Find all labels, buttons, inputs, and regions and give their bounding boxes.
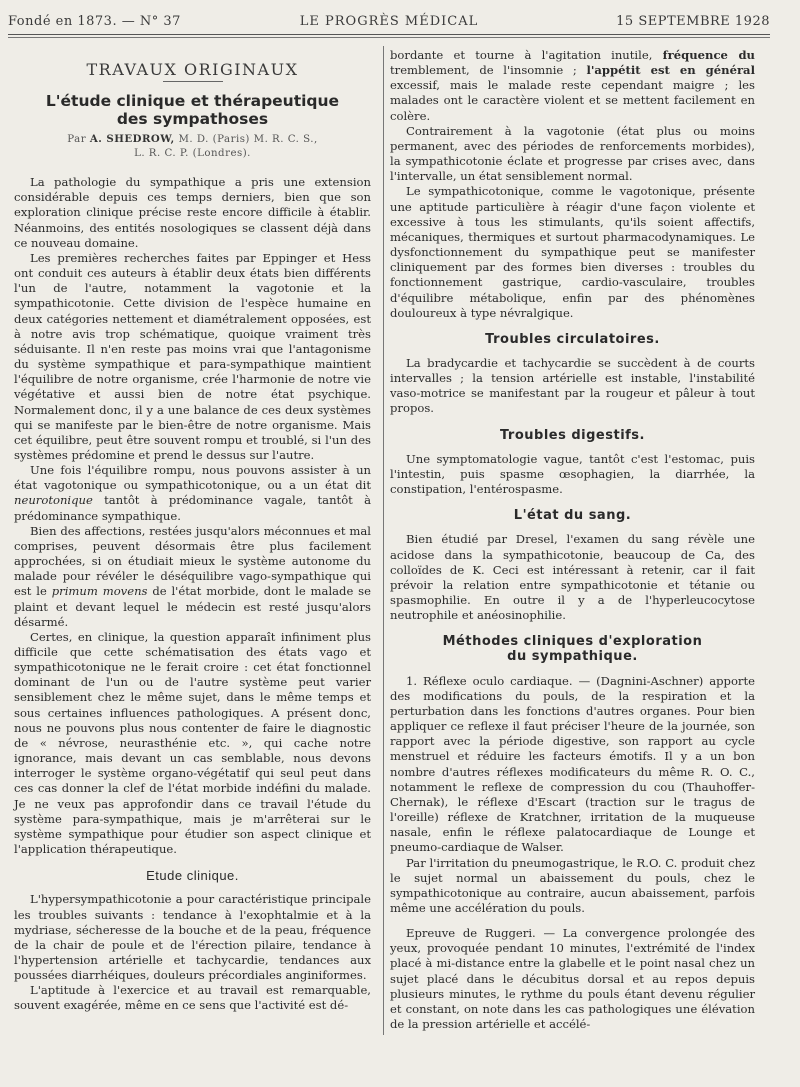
italic-term: neurotonique: [14, 493, 93, 508]
section-heading-line2: du sympathique.: [507, 649, 638, 665]
article-title: [14, 92, 371, 128]
paragraph: Une fois l'équilibre rompu, nous pouvons assister à un état vagotonique ou sympathicotonique, ou a un état dit neurotonique tantôt à prédominance vagale, tantôt à prédominance sympathique.: [14, 463, 371, 523]
paragraph: bordante et tourne à l'agitation inutile, fréquence du tremblement, de l'insomnie ; l'appétit est en général excessif, mais le malade reste cependant maigre ; les malades ont le caractère violent et se mettent facilement en colère.: [390, 48, 755, 123]
header-founding: Fondé en 1873. — N° 37: [8, 14, 181, 29]
page-header: [8, 14, 770, 30]
header-rule: [8, 34, 770, 35]
italic-term: primum movens: [51, 584, 148, 599]
article-title-line1: L'étude clinique et thérapeutique: [45, 92, 340, 111]
section-heading: Etude clinique.: [146, 868, 239, 884]
paragraph: La bradycardie et tachycardie se succèdent à de courts intervalles ; la tension artérielle est instable, l'instabilité vaso-motrice se manifestant par la rougeur et pâleur à tout propos.: [390, 355, 755, 416]
paragraph: Contrairement à la vagotonie (état plus ou moins permanent, avec des périodes de renforcements morbides), la sympathicotonie éclate et progresse par crises avec, dans l'intervalle, un état sensiblement normal.: [390, 123, 755, 184]
left-column: [14, 48, 371, 1014]
paragraph: Bien des affections, restées jusqu'alors méconnues et mal comprises, peuvent désormais être plus facilement approchées, si on étudiait mieux le système autonome du malade pour révéler le déséquilibre vago-sympathique qui est le primum movens de l'état morbide, dont le malade se plaint et devant lequel le médecin est resté jusqu'alors désarmé.: [14, 523, 371, 629]
kicker-rule: [163, 81, 223, 82]
header-rule-thin: [8, 37, 770, 38]
paragraph: L'hypersympathicotonie a pour caractéristique principale les troubles suivants : tendance à l'exophtalmie et à la mydriase, sécheresse de la bouche et de la peau, fréquence de la chair de poule et de l'érection pilaire, tendance à l'hypertension artérielle et tachycardie, tendances aux poussées diarrhéiques, douleurs précordiales anginiformes.: [14, 892, 371, 983]
section-heading: Troubles digestifs.: [499, 427, 645, 443]
paragraph: Le sympathicotonique, comme le vagotonique, présente une aptitude particulière à réagir d'une façon violente et excessive à tous les stimulants, qu'ils soient affectifs, mécaniques, thermiques et surtout pharmacodynamiques. Le dysfonctionnement du sympathique peut se manifester cliniquement par des formes bien diverses : troubles du fonctionnement gastrique, cardio-vasculaire, troubles d'équilibre métabolique, enfin par des phénomènes douloureux à type névralgique.: [390, 184, 755, 320]
paragraph: L'aptitude à l'exercice et au travail est remarquable, souvent exagérée, même en ce sens que l'activité est dé-: [14, 983, 371, 1013]
article-title-line2: des sympathoses: [116, 110, 269, 129]
italic-heading: Epreuve de Ruggeri.: [406, 926, 536, 941]
section-heading: L'état du sang.: [513, 508, 632, 524]
paragraph: Les premières recherches faites par Eppinger et Hess ont conduit ces auteurs à établir deux états bien différents l'un de l'autre, notamment la vagotonie et la sympathicotonie. Cette division de l'espèce humaine en deux catégories nettement et diamétralement opposées, est à notre avis trop schématique, quoique vraiment très séduisante. Il n'en reste pas moins vrai que l'antagonisme du système sympathique et para-sympathique maintient l'équilibre de notre organisme, crée l'harmonie de notre vie végétative et aussi bien de notre état psychique. Normalement donc, il y a une balance de ces deux systèmes qui se manifeste par le bien-être de notre organisme. Mais cet équilibre, peut être souvent rompu et troublé, si l'un des systèmes prédomine et prend le dessus sur l'autre.: [14, 250, 371, 462]
header-date: 15 SEPTEMBRE 1928: [616, 14, 770, 29]
byline-author: A. SHEDROW,: [89, 133, 175, 146]
paragraph: Une symptomatologie vague, tantôt c'est l'estomac, puis l'intestin, puis spasme œsophagien, la diarrhée, la constipation, l'entérospasme.: [390, 451, 755, 497]
header-journal-title: LE PROGRÈS MÉDICAL: [299, 14, 479, 29]
byline-credentials: M. D. (Paris) M. R. C. S.,: [174, 134, 318, 146]
section-kicker: TRAVAUX ORIGINAUX: [86, 60, 299, 79]
paragraph: Bien étudié par Dresel, l'examen du sang révèle une acidose dans la sympathicotonie, beaucoup de Ca, des colloïdes de K. Ceci est intéressant à retenir, car il fait prévoir la relation entre sympathicotonie et tétanie ou spasmophilie. En outre il y a de l'hyperleucocytose neutrophile et anéosinophilie.: [390, 532, 755, 623]
paragraph: Par l'irritation du pneumogastrique, le R.O. C. produit chez le sujet normal un abaissement du pouls, chez le sympathicotonique au contraire, aucun abaissement, parfois même une accélération du pouls.: [390, 855, 755, 915]
paragraph: La pathologie du sympathique a pris une extension considérable depuis ces temps derniers, bien que son exploration clinique précise reste encore difficile à établir. Néanmoins, des entités nosologiques se classent déjà dans ce nouveau domaine.: [14, 175, 371, 250]
byline-prefix: Par: [67, 134, 90, 146]
column-divider: [383, 46, 384, 1035]
section-heading: [390, 634, 755, 664]
section-heading-line1: Méthodes cliniques d'exploration: [442, 634, 703, 650]
paragraph: Epreuve de Ruggeri. — La convergence prolongée des yeux, provoquée pendant 10 minutes, l'extrémité de l'index placé à mi-distance entre la glabelle et le point nasal chez un sujet placé dans le décubitus dorsal et au repos depuis plusieurs minutes, le rythme du pouls étant devenu régulier et constant, on note dans les cas pathologiques une élévation de la pression artérielle et accélé-: [390, 926, 756, 1032]
section-heading: Troubles circulatoires.: [485, 331, 660, 347]
paragraph: 1. Réflexe oculo cardiaque. — (Dagnini-Aschner) apporte des modifications du pouls, de la respiration et la perturbation dans les fonctions d'autres organes. Pour bien appliquer ce reflexe il faut préciser l'heure de la journée, son rapport avec la période digestive, son rapport au cycle menstruel et réduire les facteurs émotifs. Il y a un bon nombre d'autres réflexes modificateurs du même R. O. C., notamment le reflexe de compression du cou (Thauhoffer-Chernak), le réflexe d'Escart (traction sur le tragus de l'oreille) réflexe de Kratchner, irritation de la muqueuse nasale, enfin le réflexe palatocardiaque de Lounge et pneumo-cardiaque de Walser.: [390, 673, 755, 855]
byline: [14, 132, 371, 161]
right-column: [390, 48, 755, 1032]
byline-credentials-2: L. R. C. P. (Londres).: [134, 148, 251, 160]
paragraph: Certes, en clinique, la question apparaît infiniment plus difficile que cette schématisation des états vago et sympathicotonique ne le ferait croire : cet état fonctionnel dominant de l'un ou de l'autre système peut varier sensiblement chez le même sujet, dans le même temps et sous certaines influences pathologiques. A présent donc, nous ne pouvons plus nous contenter de faire le diagnostic de « névrose, neurasthénie etc. », qui cache notre ignorance, mais devant un cas semblable, nous devons interroger le système organo-végétatif qui seul peut dans ces cas donner la clef de l'état morbide indéfini du malade. Je ne veux pas approfondir dans ce travail l'étude du système para-sympathique, mais je m'arrêterai sur le système sympathique pour étudier son aspect clinique et l'application thérapeutique.: [14, 629, 371, 857]
